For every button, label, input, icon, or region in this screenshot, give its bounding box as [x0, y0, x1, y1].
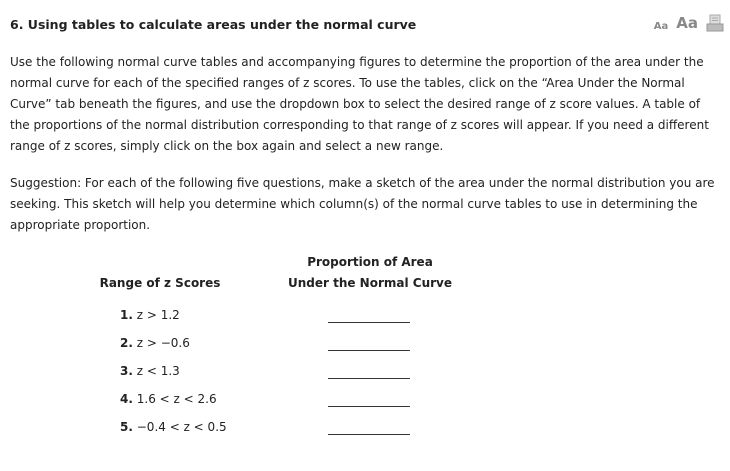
text-line: Use the following normal curve tables and accompanying figures to determine the proportion of the area under the: [10, 55, 704, 69]
text-line: Suggestion: For each of the following five questions, make a sketch of the area under the normal distribution you are: [10, 176, 715, 190]
range-column-header: Range of z Scores: [99, 276, 221, 290]
text-line: appropriate proportion.: [10, 218, 151, 232]
proportion-column-header: [270, 252, 470, 294]
table-row: [120, 392, 217, 406]
text-line: range of z scores, simply click on the box again and select a new range.: [10, 139, 444, 153]
z-range: −0.4 < z < 0.5: [136, 420, 227, 434]
text-line: the proportions of the normal distribution corresponding to that range of z scores will appear. If you need a different: [10, 118, 709, 132]
z-range: z > 1.2: [136, 308, 180, 322]
suggestion-paragraph: [10, 173, 725, 236]
table-row: [120, 364, 180, 378]
z-range: 1.6 < z < 2.6: [136, 392, 217, 406]
row-number: 4.: [120, 392, 133, 406]
text-line: Curve” tab beneath the figures, and use the dropdown box to select the desired range of z score values. A table of: [10, 97, 701, 111]
answer-blank[interactable]: [328, 322, 410, 323]
table-row: [120, 420, 227, 434]
row-number: 1.: [120, 308, 133, 322]
increase-font-button[interactable]: Aa: [676, 14, 698, 32]
header-line: Proportion of Area: [307, 255, 433, 269]
header-line: Under the Normal Curve: [287, 276, 453, 290]
answer-blank[interactable]: [328, 434, 410, 435]
instructions-paragraph: [10, 52, 725, 157]
text-line: seeking. This sketch will help you determine which column(s) of the normal curve tables to use in determining the: [10, 197, 698, 211]
table-row: [120, 308, 180, 322]
z-range: z > −0.6: [136, 336, 190, 350]
table-row: [120, 336, 190, 350]
answer-blank[interactable]: [328, 406, 410, 407]
answer-blank[interactable]: [328, 378, 410, 379]
toolbar: [654, 14, 724, 32]
z-range: z < 1.3: [136, 364, 180, 378]
row-number: 3.: [120, 364, 133, 378]
decrease-font-button[interactable]: Aa: [653, 21, 669, 32]
text-line: normal curve for each of the specified ranges of z scores. To use the tables, click on the “Area Under the Normal: [10, 76, 685, 90]
row-number: 5.: [120, 420, 133, 434]
question-title: 6. Using tables to calculate areas under the normal curve: [10, 17, 417, 32]
row-number: 2.: [120, 336, 133, 350]
answer-blank[interactable]: [328, 350, 410, 351]
printer-icon[interactable]: [706, 14, 724, 32]
